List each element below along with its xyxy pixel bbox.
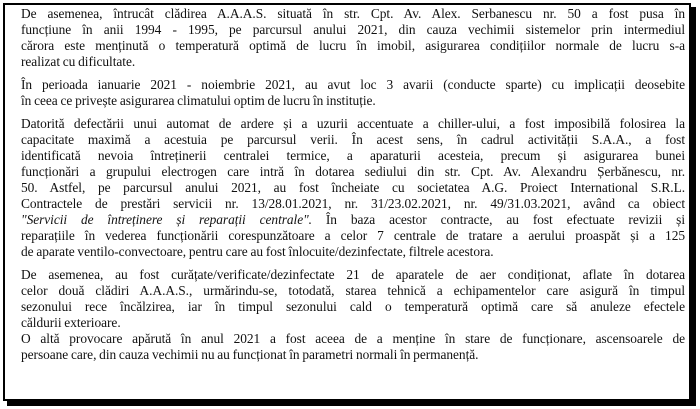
text-line: În perioada ianuarie 2021 - noiembrie 2021, au avut loc 3 avarii (conducte sparte) cu implicații deosebite [21, 77, 685, 92]
document-frame [3, 3, 691, 401]
text-line: în ceea ce privește asigurarea climatului optim de lucru în instituție. [21, 93, 376, 108]
text-line: cărora este menținută o temperatură optimă de lucru în imobil, asigurarea condițiilor normale de lucru s-a [21, 38, 685, 53]
text-line: reparațiile în vederea funcționării corespunzătoare a celor 7 centrale de tratare a aerului proaspăt și a 125 [21, 228, 685, 243]
text-line-contract-object [21, 212, 685, 228]
contract-object-rest: În baza acestor contracte, au fost efectuate revizii și [311, 212, 685, 227]
text-line: de aparate ventilo-convectoare, pentru care au fost înlocuite/dezinfectate, filtrele acestora. [21, 244, 494, 259]
document-body [21, 6, 685, 363]
frame-shadow-right [691, 7, 696, 405]
text-line: Datorită defectării unui automat de ardere și a uzurii accentuate a chiller-ului, a fost imposibilă folosirea la [21, 116, 685, 131]
text-line: Contractele de prestări servicii nr. 13/28.01.2021, nr. 31/23.02.2021, nr. 49/31.03.2021, având ca obiect [21, 196, 685, 211]
contract-object-italic: "Servicii de întreținere și reparații centrale". [21, 212, 312, 227]
text-line: O altă provocare apărută în anul 2021 a fost aceea de a menține în stare de funcționare, ascensoarele de [21, 331, 685, 346]
text-line: identificată nevoia întreținerii centralei termice, a aparaturii acesteia, precum și asigurarea bunei [21, 148, 685, 163]
text-line: capacitate maximă a acestuia pe parcursul verii. În acest sens, în cadrul activității S.A.A., a fost [21, 132, 685, 147]
paragraph-contracts [21, 116, 685, 260]
paragraph-air-conditioning [21, 267, 685, 331]
text-line: funcționări a grupului electrogen care intră în dotarea sediului din str. Cpt. Av. Alexandru Șerbănescu, nr. [21, 164, 685, 179]
text-line: 50. Astfel, pe parcursul anului 2021, au fost încheiate cu societatea A.G. Proiect International S.R.L. [21, 180, 685, 195]
text-line: funcțiune în anii 1994 - 1995, pe parcursul anului 2021, din cauza vechimii sistemelor prin intermediul [21, 22, 685, 37]
text-line: realizat cu dificultate. [21, 54, 136, 69]
paragraph-elevators [21, 331, 685, 363]
paragraph-building-age [21, 6, 685, 70]
text-line: De asemenea, au fost curățate/verificate/dezinfectate 21 de aparatele de aer condiționat, aflate în dotarea [21, 267, 685, 282]
text-line: sezonului rece încălzirea, iar în timpul sezonului cald o temperatură optimă care să anuleze efectele [21, 299, 685, 314]
text-line: De asemenea, întrucât clădirea A.A.A.S. situată în str. Cpt. Av. Alex. Serbanescu nr. 50 a fost pusa în [21, 6, 685, 21]
text-line: persoane care, din cauza vechimii nu au funcționat în parametri normali în permanență. [21, 347, 479, 362]
frame-shadow-bottom [7, 401, 696, 406]
text-line: căldurii exterioare. [21, 315, 121, 330]
text-line: celor două clădiri A.A.A.S., urmărindu-se, totodată, starea tehnică a echipamentelor care asigură în timpul [21, 283, 685, 298]
paragraph-failures [21, 77, 685, 109]
